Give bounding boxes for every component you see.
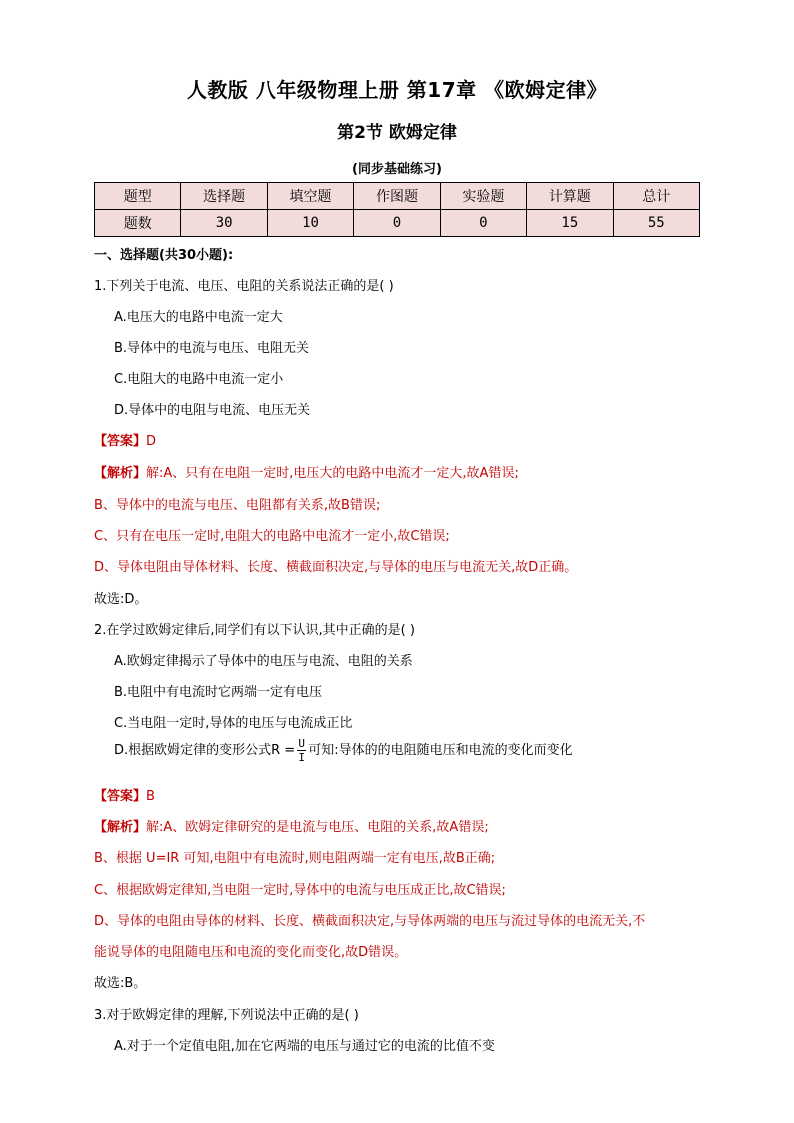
analysis-text: 能说导体的电阻随电压和电流的变化而变化,故D错误。 (94, 945, 408, 960)
analysis-text: C、只有在电压一定时,电阻大的电路中电流才一定小,故C错误; (94, 529, 450, 544)
answer-line (94, 785, 155, 804)
final-choice: 故选:B。 (94, 976, 147, 991)
option-a: A.欧姆定律揭示了导体中的电压与电流、电阻的关系 (114, 654, 413, 669)
analysis-line (94, 462, 519, 481)
answer-label: 【答案】 (94, 789, 147, 804)
question-count-table (94, 182, 700, 237)
table-cell: 0 (354, 210, 440, 237)
question-stem: 2.在学过欧姆定律后,同学们有以下认识,其中正确的是( ) (94, 623, 415, 638)
question-stem: 3.对于欧姆定律的理解,下列说法中正确的是( ) (94, 1008, 359, 1023)
option-d-prefix: D.根据欧姆定律的变形公式R = (114, 743, 296, 758)
table-cell: 作图题 (354, 183, 440, 210)
fraction-denominator: I (298, 751, 306, 764)
table-cell: 填空题 (267, 183, 353, 210)
analysis-text: B、导体中的电流与电压、电阻都有关系,故B错误; (94, 498, 381, 513)
table-header-row (95, 183, 700, 210)
table-cell: 题数 (95, 210, 181, 237)
answer-label: 【答案】 (94, 434, 147, 449)
table-cell: 实验题 (440, 183, 526, 210)
section-subtitle: 第2节 欧姆定律 (337, 123, 457, 143)
table-cell: 计算题 (527, 183, 613, 210)
table-cell: 选择题 (181, 183, 267, 210)
option-b: B.导体中的电流与电压、电阻无关 (114, 341, 310, 356)
option-a: A.电压大的电路中电流一定大 (114, 310, 283, 325)
table-cell: 0 (440, 210, 526, 237)
table-row (95, 210, 700, 237)
option-c: C.电阻大的电路中电流一定小 (114, 372, 284, 387)
option-b: B.电阻中有电流时它两端一定有电压 (114, 685, 323, 700)
analysis-label: 【解析】 (94, 466, 147, 481)
option-d (114, 738, 573, 763)
answer-value: D (146, 434, 157, 449)
analysis-line (94, 816, 489, 835)
fraction-numerator: U (298, 737, 306, 750)
option-d: D.导体中的电阻与电流、电压无关 (114, 403, 311, 418)
table-cell: 55 (613, 210, 699, 237)
section-heading: 一、选择题(共30小题): (94, 248, 234, 263)
analysis-text: 解:A、欧姆定律研究的是电流与电压、电阻的关系,故A错误; (146, 820, 489, 835)
analysis-label: 【解析】 (94, 820, 147, 835)
analysis-text: C、根据欧姆定律知,当电阻一定时,导体中的电流与电压成正比,故C错误; (94, 883, 506, 898)
analysis-text: 解:A、只有在电阻一定时,电压大的电路中电流才一定大,故A错误; (146, 466, 519, 481)
question-stem: 1.下列关于电流、电压、电阻的关系说法正确的是( ) (94, 279, 394, 294)
fraction-u-over-i (297, 738, 306, 763)
answer-line (94, 430, 156, 449)
answer-value: B (146, 789, 155, 804)
table-cell: 题型 (95, 183, 181, 210)
analysis-text: B、根据 U=IR 可知,电阻中有电流时,则电阻两端一定有电压,故B正确; (94, 851, 496, 866)
option-a: A.对于一个定值电阻,加在它两端的电压与通过它的电流的比值不变 (114, 1039, 495, 1054)
option-c: C.当电阻一定时,导体的电压与电流成正比 (114, 716, 353, 731)
exercise-type-tag: (同步基础练习) (352, 162, 442, 177)
final-choice: 故选:D。 (94, 592, 148, 607)
table-cell: 总计 (613, 183, 699, 210)
table-cell: 30 (181, 210, 267, 237)
analysis-text: D、导体电阻由导体材料、长度、横截面积决定,与导体的电压与电流无关,故D正确。 (94, 560, 578, 575)
option-d-suffix: 可知:导体的的电阻随电压和电流的变化而变化 (308, 743, 573, 758)
table-cell: 10 (267, 210, 353, 237)
table-cell: 15 (527, 210, 613, 237)
analysis-text: D、导体的电阻由导体的材料、长度、横截面积决定,与导体两端的电压与流过导体的电流无关,不 (94, 914, 646, 929)
document-title: 人教版 八年级物理上册 第17章 《欧姆定律》 (186, 78, 608, 102)
